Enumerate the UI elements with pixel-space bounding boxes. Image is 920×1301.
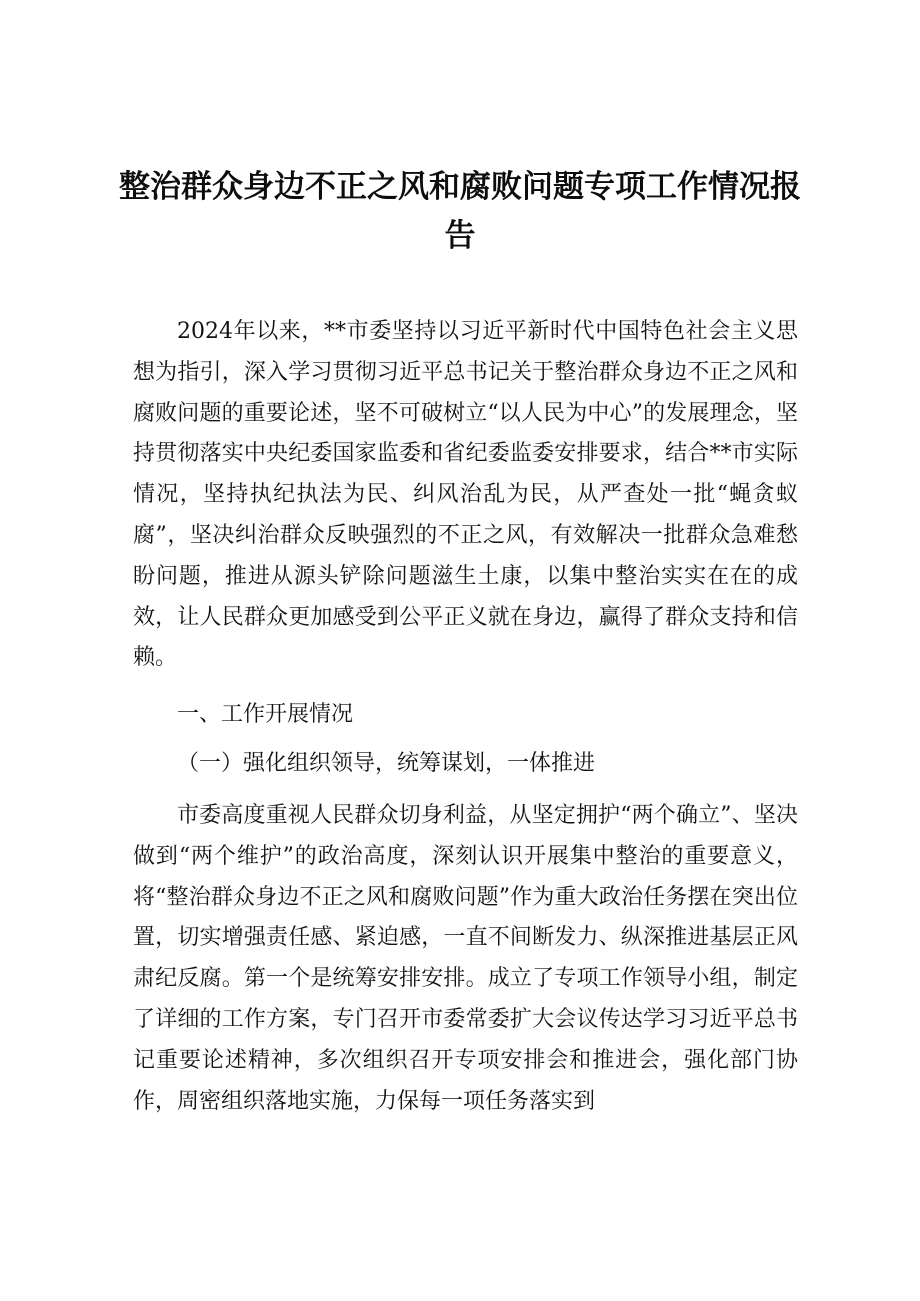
document-title: 整治群众身边不正之风和腐败问题专项工作情况报告 (119, 169, 801, 254)
section-paragraph: 市委高度重视人民群众切身利益，从坚定拥护“两个确立”、坚决做到“两个维护”的政治高度，深刻认识开展集中整治的重要意义，将“整治群众身边不正之风和腐败问题”作为重大政治任务摆在突出位置，切实增强责任感、紧迫感，一直不间断发力、纵深推进基层正风肃纪反腐。第一个是统筹安排安排。成立了专项工作领导小组，制定了详细的工作方案，专门召开市委常委扩大会议传达学习习近平总书记重要论述精神，多次组织召开专项安排会和推进会，强化部门协作，周密组织落地实施，力保每一项任务落实到 (133, 803, 798, 1114)
section-heading: 一、工作开展情况 (177, 702, 354, 727)
intro-paragraph: 2024年以来，**市委坚持以习近平新时代中国特色社会主义思想为指引，深入学习贯彻习近平总书记关于整治群众身边不正之风和腐败问题的重要论述，坚不可破树立“以人民为中心”的发展理念，坚持贯彻落实中央纪委国家监委和省纪委监委安排要求，结合**市实际情况，坚持执纪执法为民、纠风治乱为民，从严查处一批“蝇贪蚁腐”，坚决纠治群众反映强烈的不正之风，有效解决一批群众急难愁盼问题，推进从源头铲除问题滋生土康，以集中整治实实在在的成效，让人民群众更加感受到公平正义就在身边，赢得了群众支持和信赖。 (133, 319, 798, 671)
subsection-heading: （一）强化组织领导，统筹谋划，一体推进 (177, 751, 596, 776)
